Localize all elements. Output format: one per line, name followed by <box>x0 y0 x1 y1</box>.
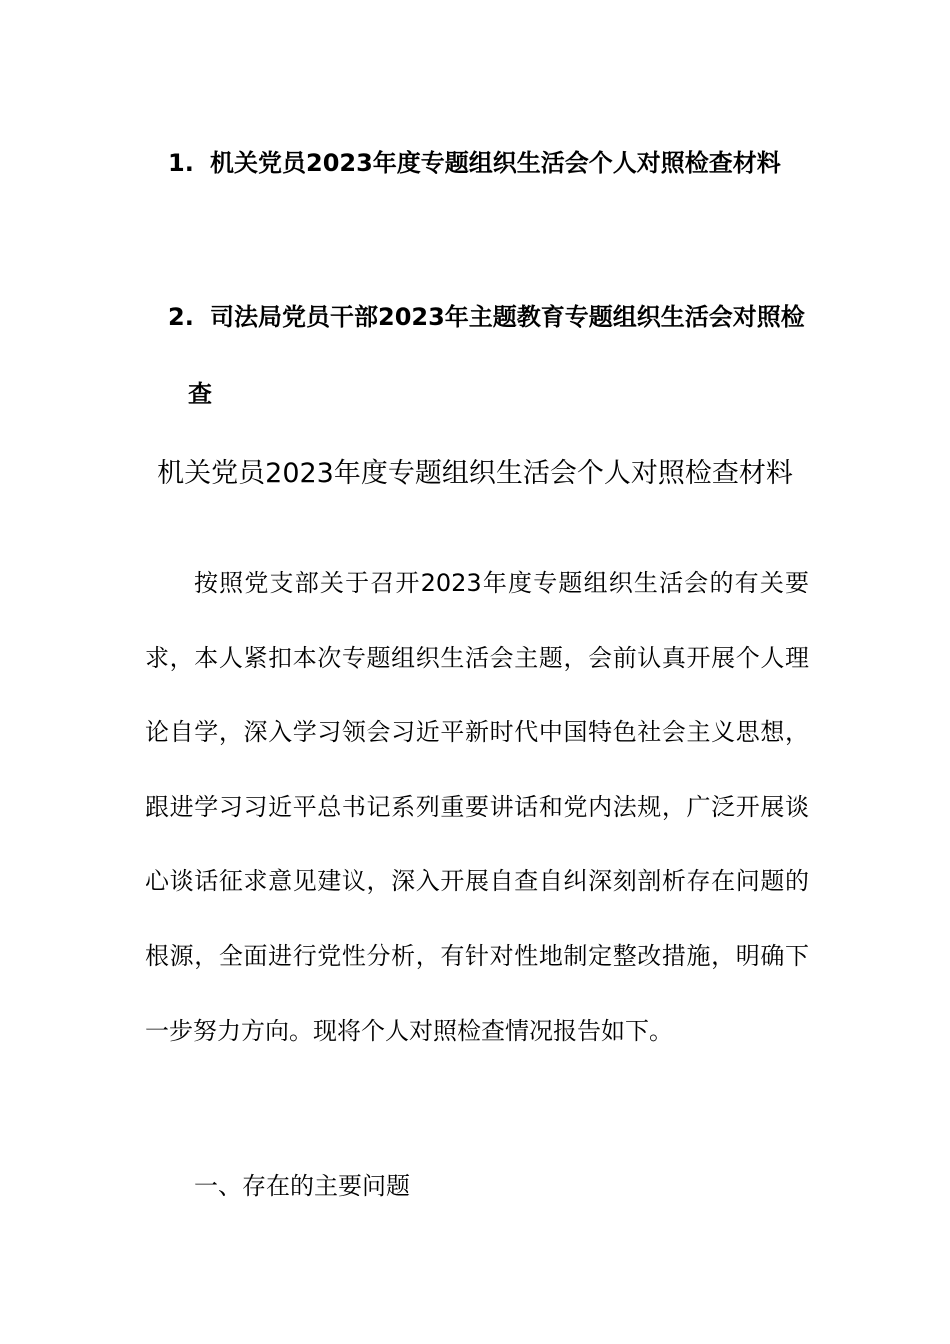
intro-paragraph: 按照党支部关于召开2023年度专题组织生活会的有关要求，本人紧扣本次专题组织生活会主题，会前认真开展个人理论自学，深入学习领会习近平新时代中国特色社会主义思想，跟进学习习近平总书记系列重要讲话和党内法规，广泛开展谈心谈话征求意见建议，深入开展自查自纠深刻剖析存在问题的根源，全面进行党性分析，有针对性地制定整改措施，明确下一步努力方向。现将个人对照检查情况报告如下。 <box>145 569 809 1045</box>
toc-item-2[interactable] <box>168 279 818 433</box>
toc-item-number: 1. <box>168 149 194 177</box>
toc-item-1[interactable] <box>168 125 818 202</box>
toc-item-text: 司法局党员干部2023年主题教育专题组织生活会对照检查 <box>188 303 805 408</box>
toc-item-text: 机关党员2023年度专题组织生活会个人对照检查材料 <box>210 149 781 177</box>
section-heading: 一、存在的主要问题 <box>194 1172 410 1200</box>
document-title: 机关党员2023年度专题组织生活会个人对照检查材料 <box>157 458 793 489</box>
toc-item-number: 2. <box>168 303 194 331</box>
